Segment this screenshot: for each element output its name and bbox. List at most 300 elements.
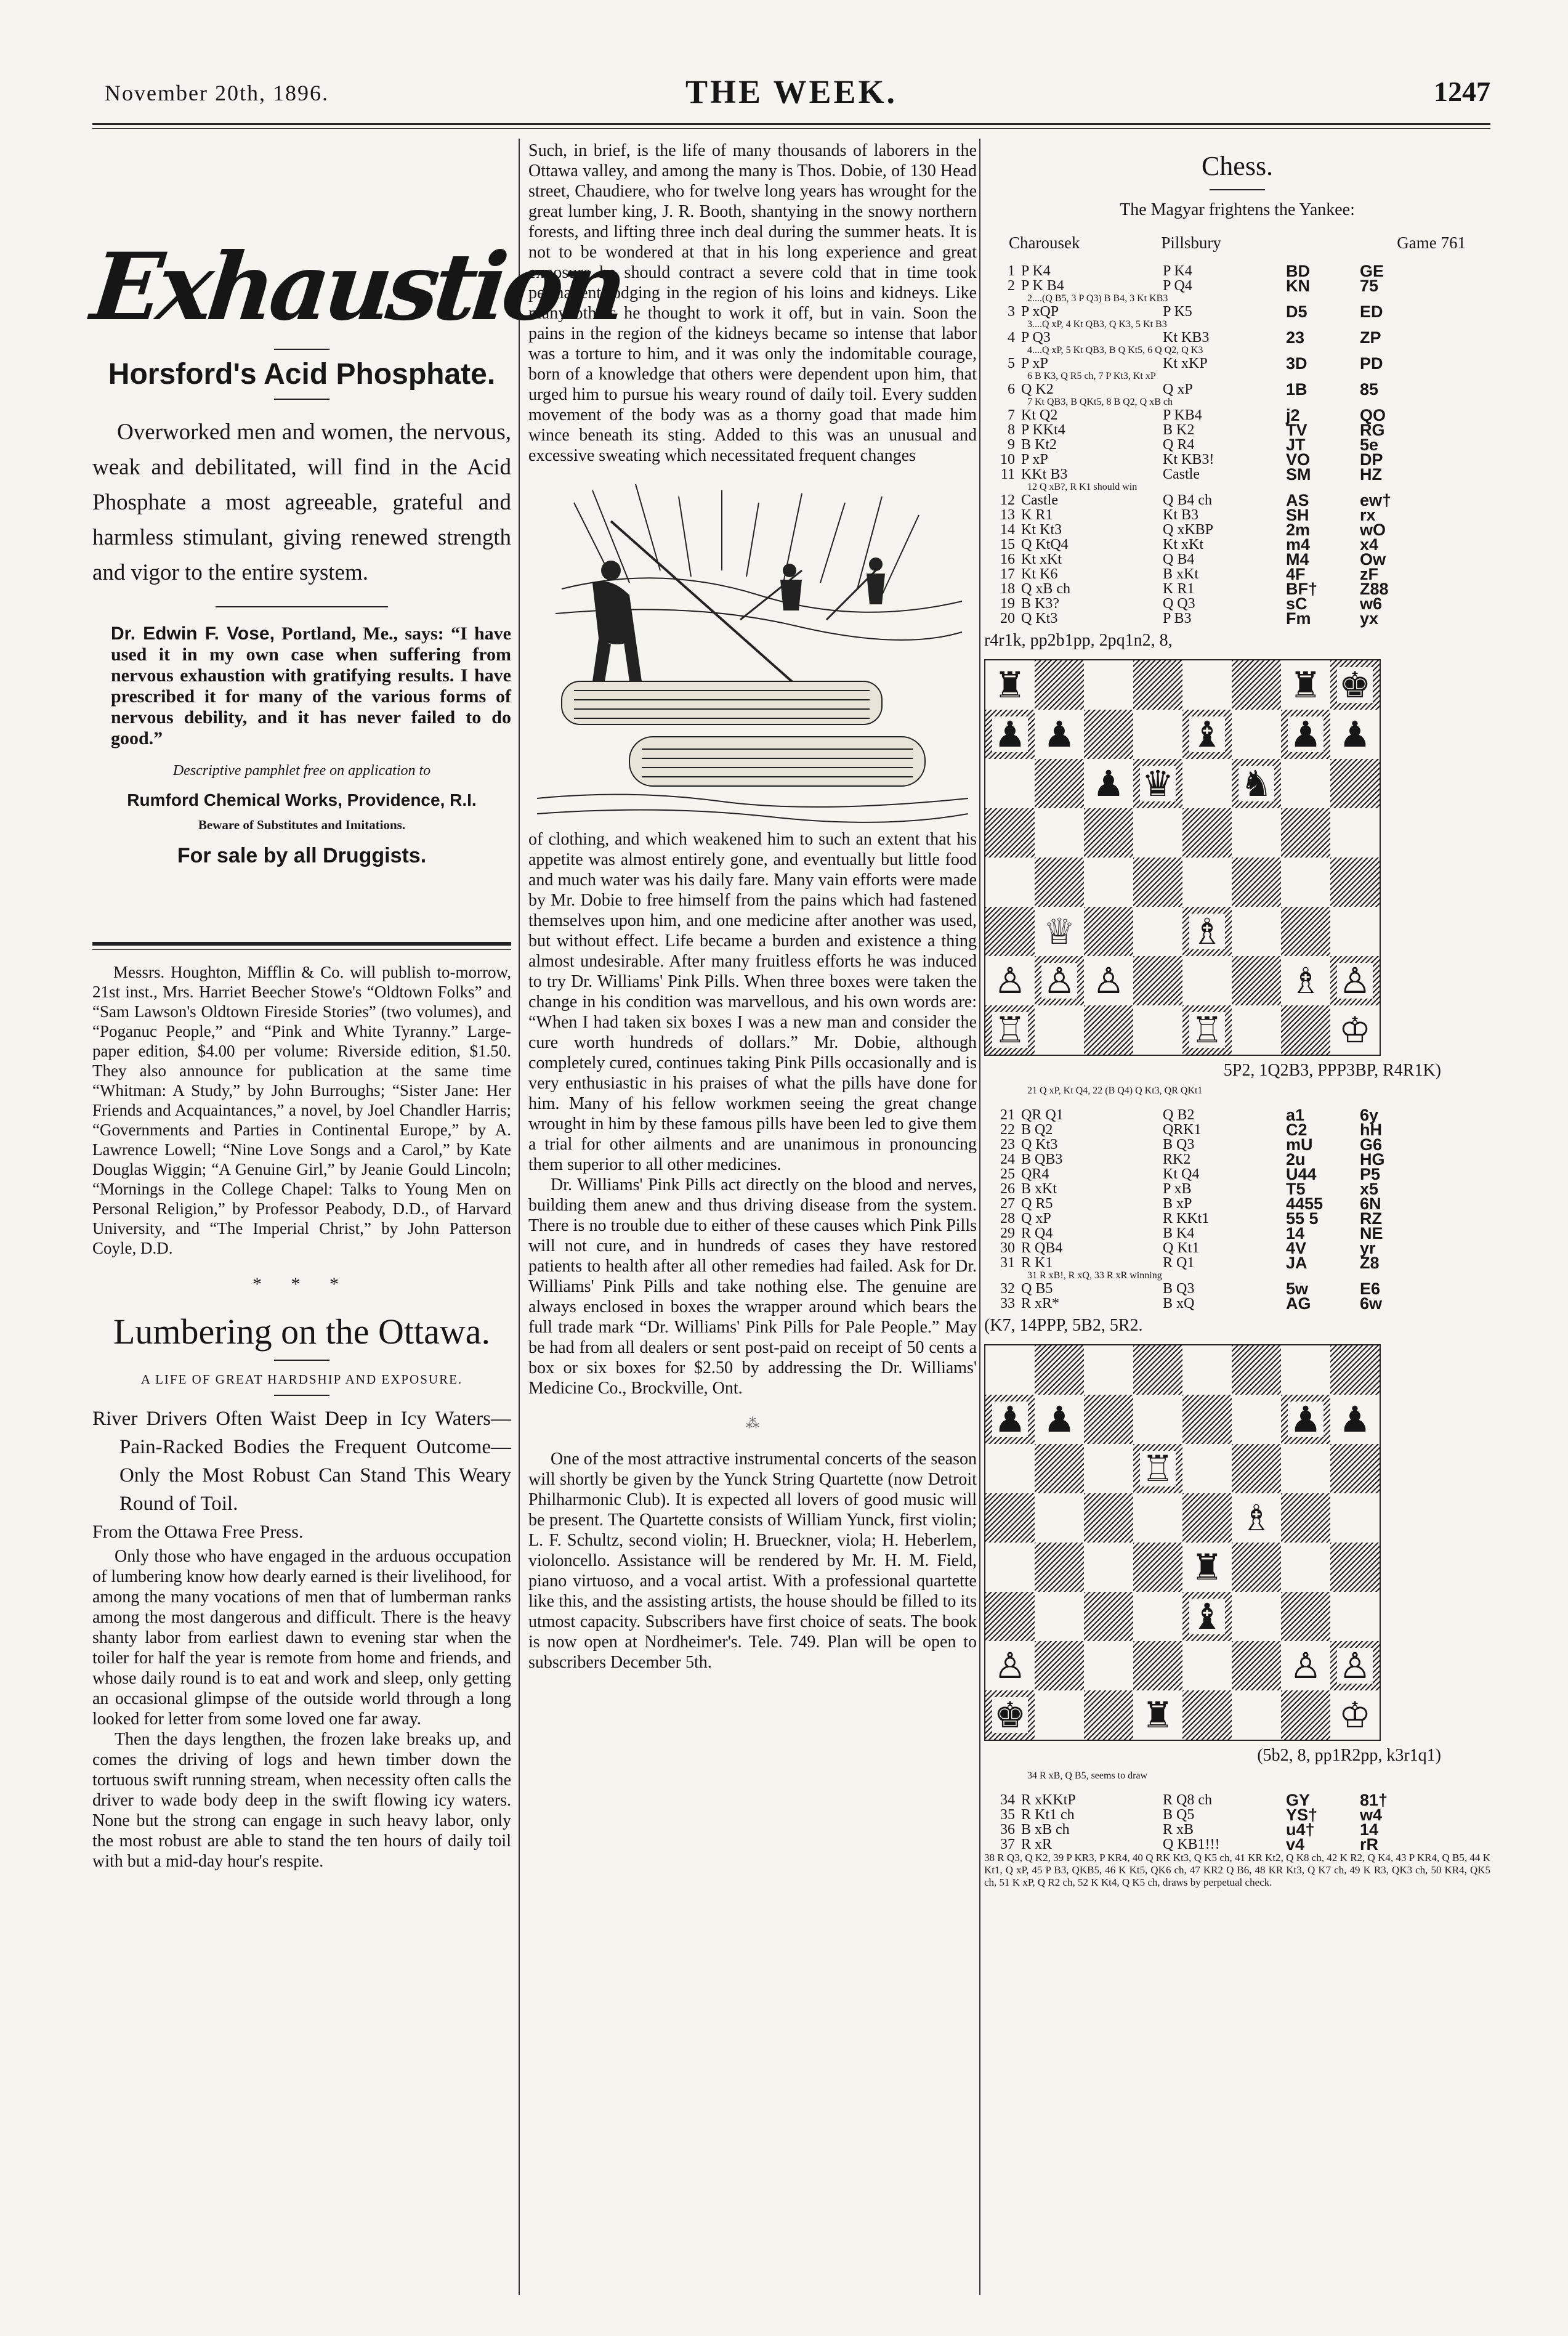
position-notation-1: r4r1k, pp2b1pp, 2pq1n2, 8, xyxy=(984,631,1173,650)
move-number: 11 xyxy=(1000,466,1015,482)
code-1: 4455 xyxy=(1286,1194,1324,1213)
board-square xyxy=(1182,858,1232,907)
white-move: K R1 xyxy=(1021,507,1053,523)
black-move: B K2 xyxy=(1163,422,1195,438)
move-row xyxy=(984,567,1490,582)
move-row xyxy=(984,522,1490,537)
code-2: RZ xyxy=(1360,1209,1382,1228)
board-square xyxy=(1182,1493,1232,1543)
board-square xyxy=(1330,1005,1380,1055)
divider xyxy=(274,399,329,400)
move-note: 6 B K3, Q R5 ch, 7 P Kt3, Kt xP xyxy=(1027,371,1156,381)
move-row xyxy=(984,493,1490,508)
board-square xyxy=(1232,1641,1281,1690)
move-number: 3 xyxy=(1008,304,1015,320)
position-notation-2: (K7, 14PPP, 5B2, 5R2. xyxy=(984,1316,1143,1335)
board-square xyxy=(985,1395,1035,1444)
black-move: P K4 xyxy=(1163,263,1192,279)
board-square xyxy=(1281,1493,1330,1543)
code-2: rx xyxy=(1360,506,1376,524)
move-number: 35 xyxy=(1000,1807,1015,1823)
section-asterism: ⁂ xyxy=(746,1416,759,1431)
board-square xyxy=(985,1444,1035,1493)
move-number: 31 xyxy=(1000,1255,1015,1271)
chess-piece-icon: ♚ xyxy=(992,1697,1028,1733)
board-square xyxy=(1035,1444,1084,1493)
chess-piece-icon: ♝ xyxy=(1189,716,1225,752)
move-row xyxy=(984,1108,1490,1122)
publishers-note: Messrs. Houghton, Mifflin & Co. will publish to-morrow, 21st inst., Mrs. Harriet Beecher Stowe's “Oldtown Folks” and “Sam Lawson's Oldtown Fireside Stories” (two volumes), and “Poganuc People,” and “Pink and White Tyranny.” Large-paper edition, $4.00 per volume: Riverside edition, $1.50. They also announce for publication at the same time “Whitman: A Study,” by John Burroughs; “Sister Jane: Her Friends and Acquaintances,” a novel, by Joel Chandler Harris; “Governments and Parties in Continental Europe,” by A. Lawrence Lowell; “Nine Love Songs and a Carol,” by Kate Douglas Wiggin; “A Genuine Girl,” by Jeanie Gould Lincoln; “Mornings in the College Chapel: Talks to Young Men on Personal Religion,” by Professor Peabody, D.D., of Harvard University, and “The Imperial Christ,” by John Patterson Coyle, D.D. xyxy=(92,963,511,1257)
ad-for-sale: For sale by all Druggists. xyxy=(177,844,427,867)
chess-piece-icon: ♙ xyxy=(994,1645,1026,1687)
code-1: TV xyxy=(1286,421,1307,439)
column-middle xyxy=(528,140,977,1673)
code-2: 75 xyxy=(1360,277,1379,295)
divider xyxy=(274,1395,329,1396)
board-square xyxy=(1330,858,1380,907)
chess-piece-icon: ♟ xyxy=(1339,1398,1371,1440)
move-number: 17 xyxy=(1000,566,1015,582)
code-2: hH xyxy=(1360,1121,1382,1139)
white-move: R K1 xyxy=(1021,1255,1053,1271)
move-row xyxy=(984,508,1490,522)
article-body-continued-2 xyxy=(528,829,977,1398)
move-number: 12 xyxy=(1000,492,1015,508)
chess-piece-icon: ♙ xyxy=(1041,963,1077,999)
board-square xyxy=(1281,1641,1330,1690)
board-square xyxy=(1035,759,1084,808)
board-square xyxy=(1182,808,1232,858)
board-square xyxy=(985,907,1035,956)
board-square xyxy=(1330,1592,1380,1641)
board-square xyxy=(1035,1345,1084,1395)
black-move: Kt xKP xyxy=(1163,355,1208,371)
black-move: Kt KB3 xyxy=(1163,330,1210,346)
code-2: ew† xyxy=(1360,491,1392,509)
code-2: RG xyxy=(1360,421,1385,439)
black-move: P xB xyxy=(1163,1181,1192,1197)
move-number: 14 xyxy=(1000,522,1015,538)
chess-piece-icon: ♖ xyxy=(992,1012,1028,1048)
white-move: Kt xKt xyxy=(1021,551,1062,567)
code-1: JT xyxy=(1286,436,1306,454)
chess-piece-icon: ♙ xyxy=(1290,1645,1322,1687)
chess-piece-icon: ♟ xyxy=(1093,763,1125,805)
board-square xyxy=(1281,1395,1330,1444)
chess-piece-icon: ♗ xyxy=(1189,914,1225,949)
chess-piece-icon: ♟ xyxy=(992,1401,1028,1437)
code-2: GE xyxy=(1360,262,1384,280)
white-move: R xR xyxy=(1021,1836,1053,1852)
move-number: 15 xyxy=(1000,537,1015,553)
board-square xyxy=(1330,956,1380,1005)
board-square xyxy=(1084,759,1133,808)
black-move: Q B2 xyxy=(1163,1107,1195,1123)
board-square xyxy=(1232,1395,1281,1444)
board-square xyxy=(1133,956,1182,1005)
code-1: SH xyxy=(1286,506,1309,524)
white-move: P xP xyxy=(1021,355,1048,371)
board-square xyxy=(1133,1690,1182,1740)
board-square xyxy=(1182,710,1232,759)
board-square xyxy=(1133,1345,1182,1395)
black-move: RK2 xyxy=(1163,1151,1191,1167)
white-move: R xR* xyxy=(1021,1296,1060,1312)
board-square xyxy=(1182,1592,1232,1641)
code-1: M4 xyxy=(1286,550,1309,569)
black-move: P Q4 xyxy=(1163,278,1192,294)
article-subtitle: A LIFE OF GREAT HARDSHIP AND EXPOSURE. xyxy=(140,1372,463,1387)
board-square xyxy=(1035,956,1084,1005)
code-1: 2u xyxy=(1286,1150,1306,1169)
board-square xyxy=(1035,1493,1084,1543)
black-move: Kt KB3! xyxy=(1163,452,1214,468)
move-note: 34 R xB, Q B5, seems to draw xyxy=(1027,1770,1148,1781)
move-number: 33 xyxy=(1000,1296,1015,1312)
ad-body-text: Overworked men and women, the nervous, weak and debilitated, will find in the Acid Phosphate a most agreeable, grateful and harmless stimulant, giving renewed strength and vigor to the entire system. xyxy=(92,420,511,585)
code-1: u4† xyxy=(1286,1820,1315,1839)
code-2: 6N xyxy=(1360,1194,1381,1213)
move-row xyxy=(984,1793,1490,1807)
move-row xyxy=(984,582,1490,596)
column-divider-2 xyxy=(979,139,980,2295)
article-paragraph: Such, in brief, is the life of many thousands of laborers in the Ottawa valley, and among the many is Thos. Dobie, of 130 Head street, Chaudiere, who for twelve long years has wrought for the great lumber king, J. R. Booth, shantying in the snowy northern forests, and lifting three inch deal during the summer heats. It is not to be wondered at that in his long experience and great exposure he should contract a severe cold that in time took permanent lodging in the region of his loins and kidneys. Like many others he thought to work it off, but in vain. Soon the pains in the region of the kidneys became so intense that labor was a torture to him, and it was only the indomitable courage, born of a knowledge that others were dependent upon him, that urged him to pursue his weary round of daily toil. Every sudden movement of the body was as a thorny goad that made him wince beneath its sting. Added to this was an unusual and excessive sweating which necessitated frequent changes xyxy=(528,141,977,465)
board-square xyxy=(985,1005,1035,1055)
move-row xyxy=(984,356,1490,371)
board-square xyxy=(1084,808,1133,858)
move-row xyxy=(984,1807,1490,1822)
board-square xyxy=(1232,1005,1281,1055)
move-row xyxy=(984,1226,1490,1241)
move-number: 22 xyxy=(1000,1122,1015,1138)
move-row xyxy=(984,382,1490,397)
board-square xyxy=(1084,1690,1133,1740)
move-row xyxy=(984,1196,1490,1211)
board-square xyxy=(1084,907,1133,956)
board-square xyxy=(1133,858,1182,907)
board-square xyxy=(1330,759,1380,808)
board-square xyxy=(1035,907,1084,956)
board-square xyxy=(1084,1005,1133,1055)
board-square xyxy=(1330,1493,1380,1543)
chess-players xyxy=(984,233,1490,253)
move-number: 23 xyxy=(1000,1137,1015,1153)
code-2: NE xyxy=(1360,1224,1383,1243)
white-move: P xP xyxy=(1021,452,1048,468)
chess-piece-icon: ♟ xyxy=(1288,1401,1324,1437)
code-1: mU xyxy=(1286,1135,1313,1154)
move-row xyxy=(984,330,1490,345)
code-1: 2m xyxy=(1286,521,1311,539)
black-move: B xKt xyxy=(1163,566,1199,582)
move-note: 31 R xB!, R xQ, 33 R xR winning xyxy=(1027,1270,1162,1281)
move-number: 5 xyxy=(1008,355,1015,371)
move-number: 2 xyxy=(1008,278,1015,294)
article-paragraph: Then the days lengthen, the frozen lake breaks up, and comes the driving of logs and hewn timber down the tortuous swift running stream, when necessity often calls the driver to wade body deep in the swift flowing icy waters. None but the strong can engage in such heavy labor, only the most robust are able to stand the ten hours of daily toil with but a mid-day hour's respite. xyxy=(92,1730,511,1871)
board-square xyxy=(1281,1690,1330,1740)
white-move: Q xP xyxy=(1021,1211,1051,1227)
board-square xyxy=(1182,759,1232,808)
board-square xyxy=(1084,1592,1133,1641)
move-note: 4....Q xP, 5 Kt QB3, B Q Kt5, 6 Q Q2, Q K3 xyxy=(1027,345,1203,355)
board-square xyxy=(1035,1543,1084,1592)
black-move: B xP xyxy=(1163,1196,1192,1212)
move-row xyxy=(984,1296,1490,1311)
ad-doctor-name: Dr. Edwin F. Vose, xyxy=(111,623,275,644)
code-2: DP xyxy=(1360,450,1383,469)
move-row xyxy=(984,452,1490,467)
move-row xyxy=(984,304,1490,319)
board-square xyxy=(1084,1543,1133,1592)
board-square xyxy=(1133,1395,1182,1444)
move-number: 26 xyxy=(1000,1181,1015,1197)
chess-piece-icon: ♜ xyxy=(1142,1694,1174,1736)
chess-piece-icon: ♔ xyxy=(1339,1009,1371,1051)
black-move: B Q5 xyxy=(1163,1807,1195,1823)
white-move: B xKt xyxy=(1021,1181,1057,1197)
code-2: w4 xyxy=(1360,1806,1383,1824)
board-square xyxy=(1330,808,1380,858)
chess-board-2 xyxy=(984,1344,1381,1741)
board-square xyxy=(1232,808,1281,858)
chess-piece-icon: ♙ xyxy=(1337,963,1373,999)
code-1: 55 5 xyxy=(1286,1209,1319,1228)
board-square xyxy=(1330,1543,1380,1592)
code-1: 3D xyxy=(1286,354,1307,373)
black-move: B Q3 xyxy=(1163,1137,1195,1153)
board-square xyxy=(1232,1690,1281,1740)
move-note: 21 Q xP, Kt Q4, 22 (B Q4) Q Kt3, QR QKt1 xyxy=(1027,1085,1203,1096)
move-row xyxy=(984,596,1490,611)
black-move: Q R4 xyxy=(1163,437,1195,453)
move-row xyxy=(984,264,1490,278)
code-1: sC xyxy=(1286,594,1307,613)
black-move: Kt xKt xyxy=(1163,537,1203,553)
board-square xyxy=(1035,1005,1084,1055)
white-move: B QB3 xyxy=(1021,1151,1063,1167)
chess-piece-icon: ♛ xyxy=(1140,766,1176,801)
board-square xyxy=(1182,1345,1232,1395)
move-row xyxy=(984,423,1490,437)
board-square xyxy=(1232,1444,1281,1493)
code-2: ED xyxy=(1360,302,1383,321)
move-list-1 xyxy=(984,264,1490,626)
black-move: R xB xyxy=(1163,1822,1194,1838)
article-paragraph: of clothing, and which weakened him to such an extent that his appetite was almost entirely gone, and eventually but little food and much water was his daily fare. Many vain efforts were made by Mr. Dobie to free himself from the pains which had fastened themselves upon him, and one medicine after another was used, but without effect. Life became a burden and existence a thing almost undesirable. After many fruitless efforts he was induced to try Dr. Williams' Pink Pills. When three boxes were taken the change in his condition was marvellous, and his own words are: “When I had taken six boxes I was a new man and consider the cure worth hundreds of dollars.” Mr. Dobie, although completely cured, continues taking Pink Pills occasionally and is very enthusiastic in his praises of what the pills have done for him. Many of his fellow workmen seeing the great change wrought in him by these famous pills have been led to give them a trial for other ailments and are unanimous in pronouncing them superior to all other medicines. xyxy=(528,830,977,1174)
article-source: From the Ottawa Free Press. xyxy=(92,1522,304,1542)
issue-date: November 20th, 1896. xyxy=(105,81,329,105)
code-2: w6 xyxy=(1360,594,1383,613)
white-move: Q KtQ4 xyxy=(1021,537,1069,553)
ad-testimonial-text: Portland, Me., says: “I have used it in my own case when suffering from nervous exhaustion with gratifying results. I have prescribed it for many of the various forms of nervous debility, and it has never failed to do good.” xyxy=(111,623,511,748)
concert-notice xyxy=(528,1449,977,1673)
move-row xyxy=(984,437,1490,452)
divider xyxy=(274,1360,329,1361)
move-number: 36 xyxy=(1000,1822,1015,1838)
board-square xyxy=(1084,660,1133,710)
black-move: Q Q3 xyxy=(1163,596,1195,612)
board-square xyxy=(1182,1543,1232,1592)
white-move: Castle xyxy=(1021,492,1058,508)
move-number: 21 xyxy=(1000,1107,1015,1123)
code-2: rR xyxy=(1360,1835,1379,1854)
white-move: R Q4 xyxy=(1021,1225,1053,1241)
article-paragraph: Only those who have engaged in the arduous occupation of lumbering know how dearly earned is their livelihood, for among the many vocations of men that of lumberman ranks among the most dangerous and difficult. There is the heavy shanty labor from earliest dawn to evening star when the toiler for half the year is remote from home and friends, and whose daily round is to eat and work and sleep, only getting an occasional glimpse of the outside world through a long looked for letter from some loved one far away. xyxy=(92,1547,511,1729)
white-move: P KKt4 xyxy=(1021,422,1065,438)
move-number: 18 xyxy=(1000,581,1015,597)
article-body-start xyxy=(92,1546,511,1872)
move-row xyxy=(984,537,1490,552)
move-row xyxy=(984,611,1490,626)
board-square xyxy=(1035,660,1084,710)
move-row xyxy=(984,1137,1490,1152)
board-square xyxy=(1281,956,1330,1005)
article-paragraph: Dr. Williams' Pink Pills act directly on the blood and nerves, building them anew and thus driving disease from the system. There is no trouble due to either of these causes which Pink Pills will not cure, and in hundreds of cases they have restored patients to health after all other remedies had failed. Ask for Dr. Williams' Pink Pills and take nothing else. The genuine are always enclosed in boxes the wrapper around which bears the full trade mark “Dr. Williams' Pink Pills for Pale People.” May be had from all dealers or sent post-paid on receipt of 50 cents a box or six boxes for $2.50 by addressing the Dr. Williams' Medicine Co., Brockville, Ont. xyxy=(528,1175,977,1398)
white-player: Charousek xyxy=(1009,233,1080,252)
board-square xyxy=(1084,1641,1133,1690)
code-1: AS xyxy=(1286,491,1309,509)
code-1: SM xyxy=(1286,465,1311,484)
board-square xyxy=(1330,907,1380,956)
masthead-title: THE WEEK. xyxy=(685,73,898,110)
board-square xyxy=(1330,710,1380,759)
board-square xyxy=(1281,660,1330,710)
code-1: U44 xyxy=(1286,1165,1317,1183)
board-square xyxy=(1182,956,1232,1005)
code-2: G6 xyxy=(1360,1135,1383,1154)
move-number: 6 xyxy=(1008,381,1015,397)
divider xyxy=(1210,189,1265,190)
move-number: 10 xyxy=(1000,452,1015,468)
chess-piece-icon: ♖ xyxy=(1189,1012,1225,1048)
code-1: C2 xyxy=(1286,1121,1307,1139)
code-1: YS† xyxy=(1286,1806,1318,1824)
move-row xyxy=(984,467,1490,482)
code-1: AG xyxy=(1286,1294,1311,1313)
board-square xyxy=(1084,1395,1133,1444)
move-number: 20 xyxy=(1000,610,1015,627)
white-move: R QB4 xyxy=(1021,1240,1063,1256)
board-square xyxy=(1133,710,1182,759)
code-1: 14 xyxy=(1286,1224,1305,1243)
board-square xyxy=(1133,1005,1182,1055)
code-1: 23 xyxy=(1286,328,1305,347)
chess-piece-icon: ♙ xyxy=(1093,960,1125,1002)
board-square xyxy=(1133,1493,1182,1543)
black-move: Castle xyxy=(1163,466,1200,482)
code-2: 5e xyxy=(1360,436,1379,454)
ad-product-name: Horsford's Acid Phosphate. xyxy=(108,358,496,391)
code-2: E6 xyxy=(1360,1280,1381,1298)
column-divider-1 xyxy=(519,139,520,2295)
code-2: yr xyxy=(1360,1239,1376,1257)
board-square xyxy=(985,1592,1035,1641)
move-number: 37 xyxy=(1000,1836,1015,1852)
code-2: HG xyxy=(1360,1150,1385,1169)
code-2: 6y xyxy=(1360,1106,1379,1124)
code-1: BD xyxy=(1286,262,1310,280)
code-1: 4F xyxy=(1286,565,1306,583)
chess-title: Chess. xyxy=(1201,151,1274,181)
divider xyxy=(216,606,388,607)
move-number: 9 xyxy=(1008,437,1015,453)
move-number: 24 xyxy=(1000,1151,1015,1167)
board-square xyxy=(1133,1641,1182,1690)
chess-subtitle: The Magyar frightens the Yankee: xyxy=(1120,200,1355,219)
white-move: R xKKtP xyxy=(1021,1792,1076,1808)
board-square xyxy=(985,1641,1035,1690)
white-move: Q Kt3 xyxy=(1021,1137,1058,1153)
ad-testimonial xyxy=(92,623,511,749)
code-1: v4 xyxy=(1286,1835,1305,1854)
move-list-2 xyxy=(984,1108,1490,1311)
chess-piece-icon: ♜ xyxy=(994,664,1026,706)
board-square xyxy=(1182,660,1232,710)
board-square xyxy=(1182,1444,1232,1493)
move-number: 7 xyxy=(1008,407,1015,423)
board-square xyxy=(1182,1005,1232,1055)
move-row xyxy=(984,1152,1490,1167)
code-2: HZ xyxy=(1360,465,1382,484)
page-number: 1247 xyxy=(1434,76,1490,107)
move-number: 25 xyxy=(1000,1166,1015,1182)
section-rule-thin xyxy=(92,949,511,950)
white-move: B Q2 xyxy=(1021,1122,1053,1138)
chess-piece-icon: ♟ xyxy=(1288,716,1324,752)
board-square xyxy=(1281,759,1330,808)
move-row xyxy=(984,1281,1490,1296)
board-square xyxy=(1084,858,1133,907)
move-number: 16 xyxy=(1000,551,1015,567)
board-square xyxy=(1232,1493,1281,1543)
code-2: zF xyxy=(1360,565,1378,583)
white-move: QR4 xyxy=(1021,1166,1049,1182)
board-square xyxy=(1035,1395,1084,1444)
black-move: Q xP xyxy=(1163,381,1193,397)
black-move: B Q3 xyxy=(1163,1281,1195,1297)
white-move: P K4 xyxy=(1021,263,1051,279)
concert-paragraph: One of the most attractive instrumental concerts of the season will shortly be given by the Yunck String Quartette (now Detroit Philharmonic Club). It is expected all lovers of good music will be present. The Quartette consists of William Yunck, first violin; L. F. Schultz, second violin; H. Brueckner, viola; H. Heberlem, violoncello. Assistance will be rendered by Mr. H. M. Field, piano virtuoso, and a vocal artist. With a professional quartette like this, and the assisting artists, the house should be filled to its utmost capacity. Subscribers have first choice of seats. The book is now open at Nordheimer's. Tele. 749. Plan will be open to subscribers December 5th. xyxy=(528,1450,977,1672)
black-move: B K4 xyxy=(1163,1225,1195,1241)
chess-piece-icon: ♔ xyxy=(1339,1694,1371,1736)
chess-piece-icon: ♚ xyxy=(1337,667,1373,703)
board-square xyxy=(985,1690,1035,1740)
black-move: Q Kt1 xyxy=(1163,1240,1200,1256)
board-square xyxy=(1232,1592,1281,1641)
move-list-3 xyxy=(984,1793,1490,1852)
code-1: VO xyxy=(1286,450,1311,469)
position-notation-2b: (5b2, 8, pp1R2pp, k3r1q1) xyxy=(1257,1746,1441,1765)
chess-board-1 xyxy=(984,659,1381,1056)
white-move: R Kt1 ch xyxy=(1021,1807,1075,1823)
black-move: Kt B3 xyxy=(1163,507,1199,523)
article-body-continued xyxy=(528,140,977,466)
black-move: B xQ xyxy=(1163,1296,1195,1312)
board-square xyxy=(1232,759,1281,808)
move-number: 8 xyxy=(1008,422,1015,438)
chess-piece-icon: ♝ xyxy=(1189,1599,1225,1634)
board-square xyxy=(1281,710,1330,759)
code-2: 81† xyxy=(1360,1791,1388,1809)
code-1: a1 xyxy=(1286,1106,1305,1124)
chess-piece-icon: ♟ xyxy=(1339,713,1371,755)
move-number: 28 xyxy=(1000,1211,1015,1227)
move-note: 12 Q xB?, R K1 should win xyxy=(1027,482,1138,492)
white-move: B K3? xyxy=(1021,596,1059,612)
board-square xyxy=(1232,956,1281,1005)
chess-piece-icon: ♙ xyxy=(994,960,1026,1002)
board-square xyxy=(1281,1444,1330,1493)
